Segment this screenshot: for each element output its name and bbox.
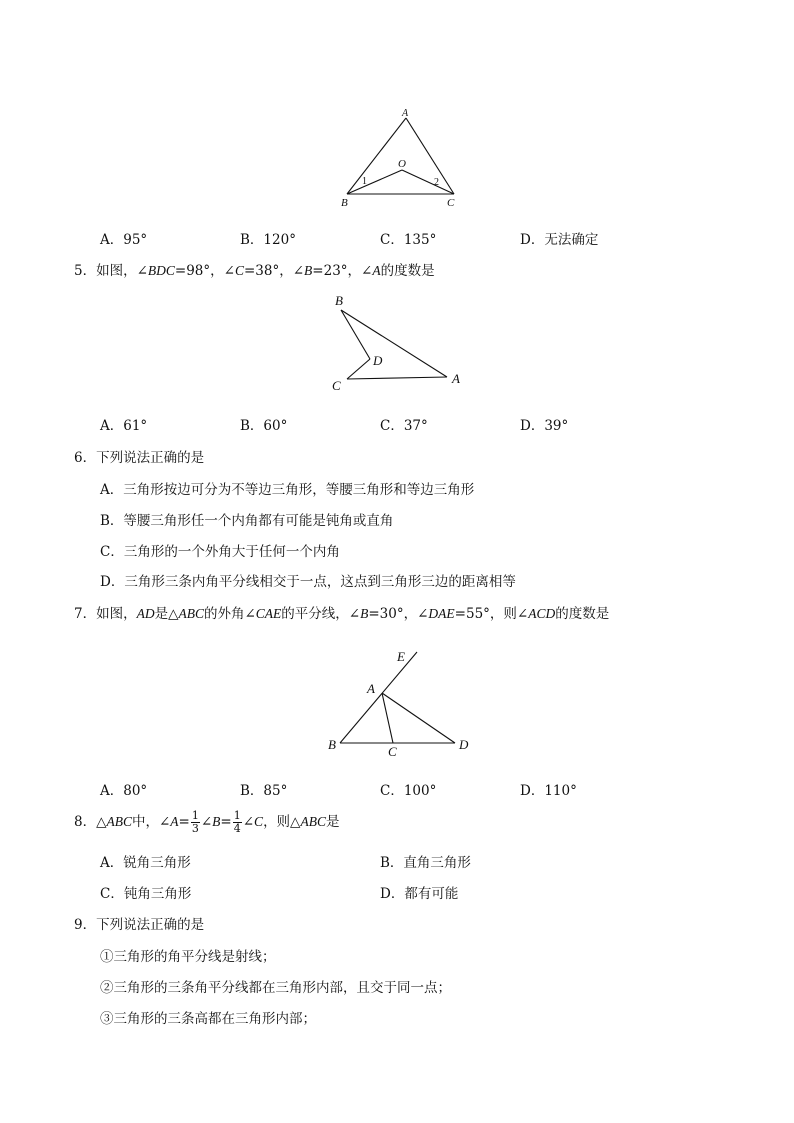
q8-text: =: [220, 814, 232, 830]
fraction-numerator: 1: [233, 809, 241, 822]
q7-text: =55°，则∠: [454, 606, 529, 622]
label-angle-2: 2: [434, 177, 439, 188]
q7-cae: CAE: [255, 606, 282, 621]
label-a: A: [452, 371, 460, 386]
label-a: A: [402, 108, 409, 119]
q7-stem: [74, 602, 609, 622]
q9-statement-1: ①三角形的角平分线是射线；: [100, 949, 276, 965]
label-e: E: [397, 649, 405, 664]
q7-number: 7．: [74, 606, 97, 622]
fraction-one-third: [191, 810, 200, 835]
q5-angle-c: ∠C: [223, 263, 244, 278]
q7-text: 是△: [154, 606, 179, 622]
q8-option-d[interactable]: D．都有可能: [380, 886, 459, 902]
q7-option-a[interactable]: A．80°: [100, 783, 148, 799]
q7-text: 的度数是: [555, 606, 610, 622]
q8-b: B: [212, 814, 221, 829]
q7-text: 的外角∠: [203, 606, 256, 622]
figure-q4: [330, 100, 470, 212]
label-b: B: [341, 197, 348, 209]
q8-c: C: [254, 814, 264, 829]
fraction-one-quarter: [233, 810, 242, 835]
label-c: C: [388, 744, 397, 759]
q8-text: ，则△: [263, 814, 301, 830]
fraction-denominator: 4: [233, 822, 241, 835]
q5-option-c[interactable]: C．37°: [380, 418, 428, 434]
label-d: D: [459, 737, 469, 752]
q8-text: 是: [325, 814, 340, 830]
q5-angle-b: ∠B: [292, 263, 313, 278]
q8-abc: ABC: [106, 814, 132, 829]
q7-option-c[interactable]: C．100°: [380, 783, 437, 799]
label-c: C: [332, 378, 341, 393]
q5-text: =98°，: [174, 263, 224, 279]
q9-statement-2: ②三角形的三条角平分线都在三角形内部，且交于同一点；: [100, 980, 451, 996]
q5-option-a[interactable]: A．61°: [100, 418, 148, 434]
label-o: O: [398, 158, 406, 170]
q5-number: 5．: [74, 263, 97, 279]
q8-text: ∠: [242, 814, 255, 830]
q7-abc: ABC: [178, 606, 204, 621]
q5-option-d[interactable]: D．39°: [520, 418, 569, 434]
q6-option-a[interactable]: A．三角形按边可分为不等边三角形，等腰三角形和等边三角形: [100, 482, 475, 498]
q8-text: 中，∠: [131, 814, 171, 830]
q8-number: 8．△: [74, 814, 107, 830]
q6-option-b[interactable]: B．等腰三角形任一个内角都有可能是钝角或直角: [100, 513, 394, 529]
q7-text: =30°，∠: [368, 606, 429, 622]
q5-option-b[interactable]: B．60°: [240, 418, 288, 434]
q4-option-b[interactable]: B．120°: [240, 232, 296, 248]
label-b: B: [328, 737, 336, 752]
label-angle-1: 1: [362, 176, 367, 187]
exterior-angle-diagram: [320, 640, 480, 760]
q5-angle-a: ∠A: [361, 263, 381, 278]
q8-a: A: [170, 814, 179, 829]
q6-stem: 6．下列说法正确的是: [74, 450, 205, 466]
q6-option-d[interactable]: D．三角形三条内角平分线相交于一点，这点到三角形三边的距离相等: [100, 574, 516, 590]
q8-text: ∠: [200, 814, 213, 830]
q7-acd: ACD: [528, 606, 556, 621]
q9-statement-3: ③三角形的三条高都在三角形内部；: [100, 1011, 316, 1027]
q5-text: 的度数是: [380, 263, 435, 279]
q5-stem: [74, 259, 435, 279]
q7-ad: AD: [136, 606, 155, 621]
q8-text: =: [178, 814, 190, 830]
q7-text: 如图，: [96, 606, 137, 622]
q9-stem: 9．下列说法正确的是: [74, 917, 205, 933]
q5-text: 如图，: [96, 263, 137, 279]
q8-option-a[interactable]: A．锐角三角形: [100, 855, 191, 871]
concave-quadrilateral-diagram: [325, 290, 475, 398]
label-d: D: [373, 353, 383, 368]
q4-option-a[interactable]: A．95°: [100, 232, 148, 248]
label-b: B: [335, 293, 343, 308]
figure-q7: [320, 640, 480, 760]
label-c: C: [447, 197, 455, 209]
label-a: A: [367, 681, 375, 696]
fraction-denominator: 3: [191, 822, 199, 835]
q8-option-b[interactable]: B．直角三角形: [380, 855, 471, 871]
q7-option-d[interactable]: D．110°: [520, 783, 577, 799]
q4-option-d[interactable]: D．无法确定: [520, 232, 599, 248]
q7-b: B: [360, 606, 369, 621]
q8-abc: ABC: [300, 814, 326, 829]
q4-option-c[interactable]: C．135°: [380, 232, 437, 248]
figure-q5: [325, 290, 475, 398]
q5-angle-bdc: ∠BDC: [136, 263, 175, 278]
q8-stem: [74, 808, 339, 836]
q7-text: 的平分线，∠: [281, 606, 361, 622]
q8-option-c[interactable]: C．钝角三角形: [100, 886, 192, 902]
q5-text: =38°，: [243, 263, 293, 279]
q7-option-b[interactable]: B．85°: [240, 783, 288, 799]
q5-text: =23°，: [312, 263, 362, 279]
q7-dae: DAE: [428, 606, 455, 621]
q6-option-c[interactable]: C．三角形的一个外角大于任何一个内角: [100, 544, 340, 560]
triangle-abc-o-diagram: [330, 100, 470, 212]
fraction-numerator: 1: [191, 809, 199, 822]
